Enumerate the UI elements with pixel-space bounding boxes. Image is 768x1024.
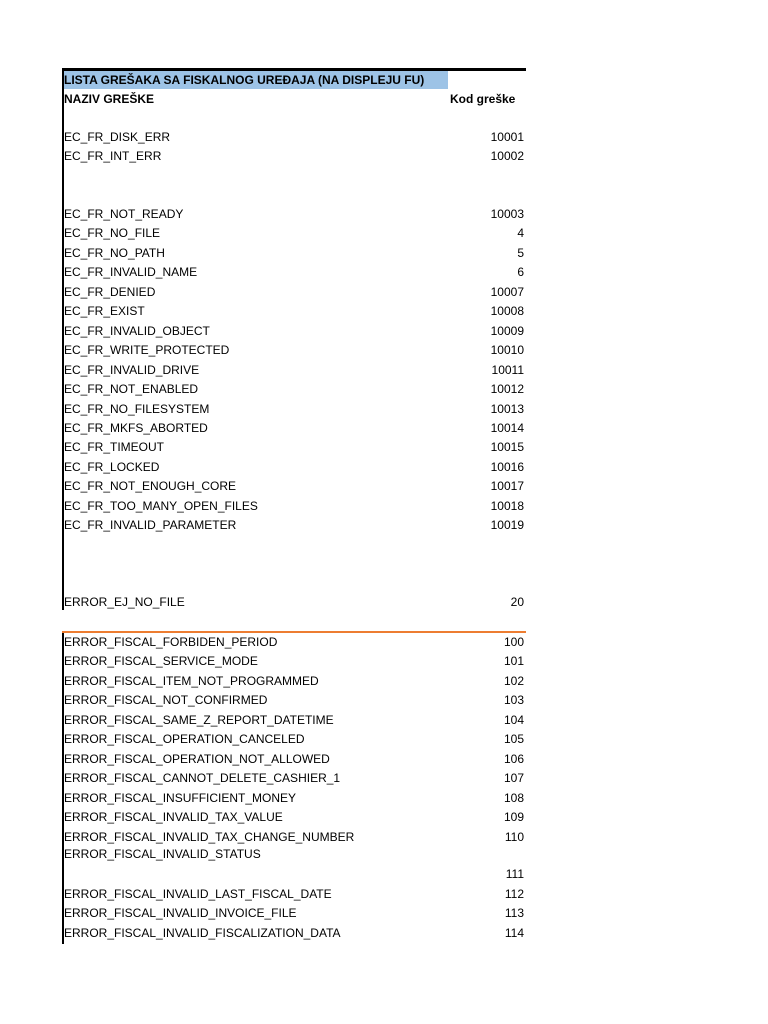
error-name-cell: EC_FR_NO_PATH [64,245,165,260]
error-name-cell: EC_FR_MKFS_ABORTED [64,420,208,435]
error-code-cell: 111 [505,867,524,881]
error-code-cell: 10019 [490,518,524,533]
error-code-cell: 108 [503,790,524,805]
error-name-cell: EC_FR_NOT_ENOUGH_CORE [64,479,237,494]
error-name-cell: EC_FR_EXIST [64,304,145,319]
error-name-cell: EC_FR_LOCKED [64,459,160,474]
error-name-cell: ERROR_FISCAL_ITEM_NOT_PROGRAMMED [64,673,319,688]
error-code-cell: 10017 [490,479,524,494]
error-code-cell: 113 [504,906,524,921]
error-code-cell: 100 [503,635,524,649]
error-code-cell: 10015 [490,440,524,455]
error-name-cell: EC_FR_TOO_MANY_OPEN_FILES [64,498,258,513]
error-name-cell: EC_FR_NOT_ENABLED [64,382,199,397]
error-name-cell: EC_FR_INVALID_NAME [64,265,198,280]
error-code-cell: 106 [503,751,524,766]
error-name-cell: ERROR_FISCAL_SERVICE_MODE [64,654,258,669]
error-code-cell: 114 [504,925,524,940]
error-name-cell: ERROR_FISCAL_INVALID_TAX_CHANGE_NUMBER [64,829,355,844]
error-code-cell: 104 [503,712,524,727]
error-name-cell: EC_FR_DISK_ERR [64,130,171,144]
error-name-cell: ERROR_FISCAL_FORBIDEN_PERIOD [64,635,278,649]
error-name-cell: EC_FR_INVALID_DRIVE [64,362,200,377]
error-code-cell: 10016 [490,459,524,474]
error-code-cell: 10001 [490,130,524,144]
error-code-cell: 6 [517,265,524,280]
error-code-cell: 10003 [490,207,524,221]
error-name-cell: EC_FR_NOT_READY [64,207,184,221]
error-code-cell: 110 [504,829,524,844]
sheet-title: LISTA GREŠAKA SA FISKALNOG UREĐAJA (NA DISPLEJU FU) [64,73,425,87]
column-header-name: NAZIV GREŠKE [64,92,155,106]
error-name-cell: EC_FR_DENIED [64,284,156,299]
error-name-cell: ERROR_FISCAL_INVALID_STATUS [64,847,261,861]
error-code-cell: 10010 [490,343,524,358]
error-name-cell: EC_FR_INT_ERR [64,149,162,164]
error-name-cell: EC_FR_INVALID_PARAMETER [64,518,237,533]
error-name-cell: ERROR_EJ_NO_FILE [64,595,185,609]
error-code-cell: 10012 [490,382,524,397]
error-code-cell: 10007 [490,284,524,299]
error-code-cell: 107 [503,771,524,786]
error-code-cell: 10018 [490,498,524,513]
error-code-cell: 5 [517,245,524,260]
error-name-cell: EC_FR_INVALID_OBJECT [64,323,210,338]
error-code-cell: 105 [503,732,524,747]
error-code-cell: 103 [503,693,524,708]
error-name-cell: EC_FR_WRITE_PROTECTED [64,343,230,358]
error-code-cell: 102 [503,673,524,688]
error-code-cell: 10008 [490,304,524,319]
error-name-cell: ERROR_FISCAL_OPERATION_NOT_ALLOWED [64,751,330,766]
error-name-cell: ERROR_FISCAL_SAME_Z_REPORT_DATETIME [64,712,334,727]
error-name-cell: ERROR_FISCAL_NOT_CONFIRMED [64,693,268,708]
error-code-cell: 101 [503,654,524,669]
error-name-cell: EC_FR_NO_FILESYSTEM [64,401,210,416]
error-name-cell: ERROR_FISCAL_CANNOT_DELETE_CASHIER_1 [64,771,341,786]
error-code-cell: 10009 [490,323,524,338]
error-name-cell: EC_FR_NO_FILE [64,226,161,241]
error-name-cell: ERROR_FISCAL_INVALID_LAST_FISCAL_DATE [64,887,332,901]
error-code-cell: 10014 [490,420,524,435]
error-name-cell: ERROR_FISCAL_INVALID_TAX_VALUE [64,810,283,825]
error-name-cell: ERROR_FISCAL_OPERATION_CANCELED [64,732,305,747]
error-code-cell: 109 [503,810,524,825]
section-divider [62,631,526,633]
error-name-cell: ERROR_FISCAL_INSUFFICIENT_MONEY [64,790,297,805]
error-code-cell: 20 [510,595,524,609]
error-code-cell: 4 [517,226,524,241]
error-name-cell: ERROR_FISCAL_INVALID_INVOICE_FILE [64,906,297,921]
column-header-code: Kod greške [450,92,516,106]
error-code-cell: 10011 [491,362,524,377]
error-code-cell: 112 [504,887,524,901]
error-code-cell: 10002 [490,149,524,164]
error-code-cell: 10013 [490,401,524,416]
error-name-cell: ERROR_FISCAL_INVALID_FISCALIZATION_DATA [64,925,341,940]
error-name-cell: EC_FR_TIMEOUT [64,440,165,455]
